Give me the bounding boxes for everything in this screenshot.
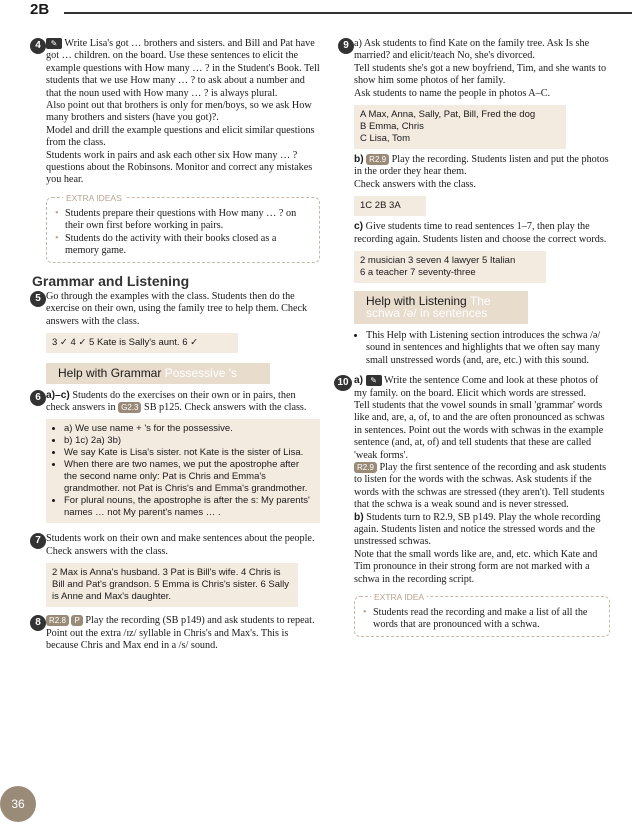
- recording-tag: R2.8: [46, 615, 69, 626]
- list-item: • b) 1c) 2a) 3b): [64, 435, 314, 447]
- pencil-icon: ✎: [366, 375, 382, 386]
- header-rule: [64, 12, 632, 14]
- exercise-5: [30, 291, 320, 353]
- exercise-number: 7: [30, 533, 46, 549]
- exercise-6: 6 a)–c) Students do the exercises on their own or in pairs, then check answers in G2.3 SB p125. Check answers with the class. • a) We use name + 's for the possessive. • b) 1c) 2a) 3b) • We say Kate is Lisa's sister. not Kate is the sister of Lisa. • When there are two names, we put the apostrophe after the second name only: Pat is Chris and Emma's grandmother. not Pat is Chris's and Emma's grandmother. • For plural nouns, the apostrophe is after the s: My parents' names … not My parent's names … .: [30, 390, 320, 524]
- recording-tag: R2.9: [354, 462, 377, 473]
- list-item: • For plural nouns, the apostrophe is after the s: My parents' names … not My parent's names … .: [64, 495, 314, 519]
- exercise-9: 9 a) Ask students to find Kate on the family tree. Ask Is she married? and elicit/teach No, she's divorced. Tell students she's got a new boyfriend, Tim, and she wants to show him some photos of her family. Ask students to name the people in photos A–C. A Max, Anna, Sally, Pat, Bill, Fred the dog B Emma, Chris C Lisa, Tom b) R2.9 Play the recording. Students listen and put the photos in the order they hear them. Check answers with the class. 1C 2B 3A c) Give students time to read sentences 1–7, then play the recording again. Students listen and choose the correct words. 2 musician 3 seven 4 lawyer 5 Italian 6 a teacher 7 seventy-three: [338, 38, 610, 283]
- exercise-number: 4: [30, 38, 46, 54]
- answer-box: 2 musician 3 seven 4 lawyer 5 Italian 6 a teacher 7 seventy-three: [354, 251, 546, 283]
- list-item: • We say Kate is Lisa's sister. not Kate is the sister of Lisa.: [64, 447, 314, 459]
- ex10-p2: Tell students that the vowel sounds in small 'grammar' words like and, are, a, of, to and the are often pronounced as schwas in sentences. Point out the words with schwas in the example sentence (and, at, of) and tell students that these are called 'weak forms'.: [354, 399, 605, 461]
- ex7-text: Students work on their own and make sentences about the people. Check answers with the class.: [46, 533, 315, 557]
- answer-box: [46, 419, 320, 523]
- page-number: 36: [0, 786, 36, 822]
- answer-box: 2 Max is Anna's husband. 3 Pat is Bill's wife. 4 Chris is Bill and Pat's grandson. 5 Emma is Chris's sister. 6 Sally is Anne and Max's daughter.: [46, 563, 298, 607]
- left-column: [30, 38, 320, 652]
- pencil-icon: ✎: [46, 38, 62, 49]
- right-column: [338, 38, 610, 637]
- list-item: • Students prepare their questions with How many … ? on their own first before working in pairs.: [55, 207, 297, 232]
- help-listening-title: Help with Listening The schwa /ə/ in sentences: [354, 291, 528, 324]
- ex4-paragraph-1: Write Lisa's got … brothers and sisters. and Bill and Pat have got … children. on the board. Use these sentences to elicit the example questions with How many … ? in the Student's Book. Tell students that we use How many … ? to ask about a number and that the noun used with How many … ? is always plural.: [46, 38, 320, 99]
- ex9-b2: Check answers with the class.: [354, 178, 476, 190]
- exercise-7: [30, 533, 320, 607]
- answer-box: 1C 2B 3A: [354, 196, 426, 216]
- list-item: • This Help with Listening section introduces the schwa /ə/ sound in sentences and highlights that we often say many small unstressed words (and, are, etc.) with this sound.: [366, 330, 610, 367]
- recording-tag: R2.9: [366, 154, 389, 165]
- section-heading: Grammar and Listening: [32, 272, 190, 289]
- help-grammar-title: Help with Grammar Possessive 's: [46, 363, 270, 383]
- ex9-a2: Tell students she's got a new boyfriend, Tim, and she wants to show him some photos of her family.: [354, 62, 607, 87]
- exercise-number: 5: [30, 291, 46, 307]
- exercise-8: 8 R2.8 P Play the recording (SB p149) and ask students to repeat. Point out the extra /ɪz/ syllable in Chris's and Max's. This is because Chris and Max end in a /s/ sound.: [30, 615, 320, 652]
- ex9-a: a) Ask students to find Kate on the family tree. Ask Is she married? and elicit/teach No, she's divorced.: [354, 38, 590, 62]
- exercise-number: 9: [338, 38, 354, 54]
- pronunciation-tag: P: [71, 615, 82, 626]
- list-item: • Students do the activity with their books closed as a memory game.: [55, 232, 277, 257]
- ex4-paragraph-3: Model and drill the example questions and elicit similar questions from the class.: [46, 124, 315, 149]
- section-label: 2B: [30, 1, 50, 18]
- ex9-a3: Ask students to name the people in photos A–C.: [354, 87, 551, 99]
- extra-idea-box: EXTRA IDEA • Students read the recording and make a list of all the words that are pronounced with a schwa.: [354, 596, 610, 637]
- extra-ideas-label: EXTRA IDEAS: [63, 192, 125, 204]
- extra-idea-label: EXTRA IDEA: [371, 591, 427, 603]
- list-item: • When there are two names, we put the apostrophe after the second name only: Pat is Chris and Emma's grandmother. not Pat is Chris's and Emma's grandmother.: [64, 459, 314, 495]
- exercise-number: 8: [30, 615, 46, 631]
- ex10-p5: Note that the small words like are, and, etc. which Kate and Tim pronounce in their strong form are not marked with a schwa in the recording script.: [354, 548, 598, 585]
- grammar-ref-tag: G2.3: [118, 402, 141, 413]
- help-listening-body: [338, 330, 610, 367]
- extra-ideas-box: [46, 192, 320, 263]
- ex5-text: Go through the examples with the class. Students then do the exercise on their own, using the family tree to help them. Check answers with the class.: [46, 290, 308, 327]
- list-item: • a) We use name + 's for the possessive.: [64, 423, 314, 435]
- exercise-4: [30, 38, 320, 187]
- answer-box: 3 ✓ 4 ✓ 5 Kate is Sally's aunt. 6 ✓: [46, 333, 238, 353]
- exercise-number: 10: [334, 375, 352, 391]
- answer-box: A Max, Anna, Sally, Pat, Bill, Fred the dog B Emma, Chris C Lisa, Tom: [354, 105, 566, 149]
- exercise-number: 6: [30, 390, 46, 406]
- ex4-paragraph-2: Also point out that brothers is only for men/boys, so we ask How many brothers and sisters (have you got)?.: [46, 100, 312, 124]
- ex4-paragraph-4: Students work in pairs and ask each other six How many … ? questions about the Robinsons. Monitor and correct any mistakes you hear.: [46, 149, 313, 186]
- exercise-10: 10 a) ✎ Write the sentence Come and look at these photos of my family. on the board. Elicit which words are stressed. Tell students that the vowel sounds in small 'grammar' words like and, are, a, of, to and the are often pronounced as schwas in sentences. Point out the words with schwas in the example sentence (and, at, of) and tell students that these are called 'weak forms'. R2.9 Play the first sentence of the recording and ask students to listen for the words with the schwas. Ask students if the words with the schwas are stressed (they aren't). Tell students that the schwa is a weak sound and is never stressed. b) Students turn to R2.9, SB p149. Play the whole recording again. Students listen and notice the stressed words and the unstressed schwas. Note that the small words like are, and, etc. which Kate and Tim pronounce in their strong form are not marked with a schwa in the recording script.: [338, 375, 610, 586]
